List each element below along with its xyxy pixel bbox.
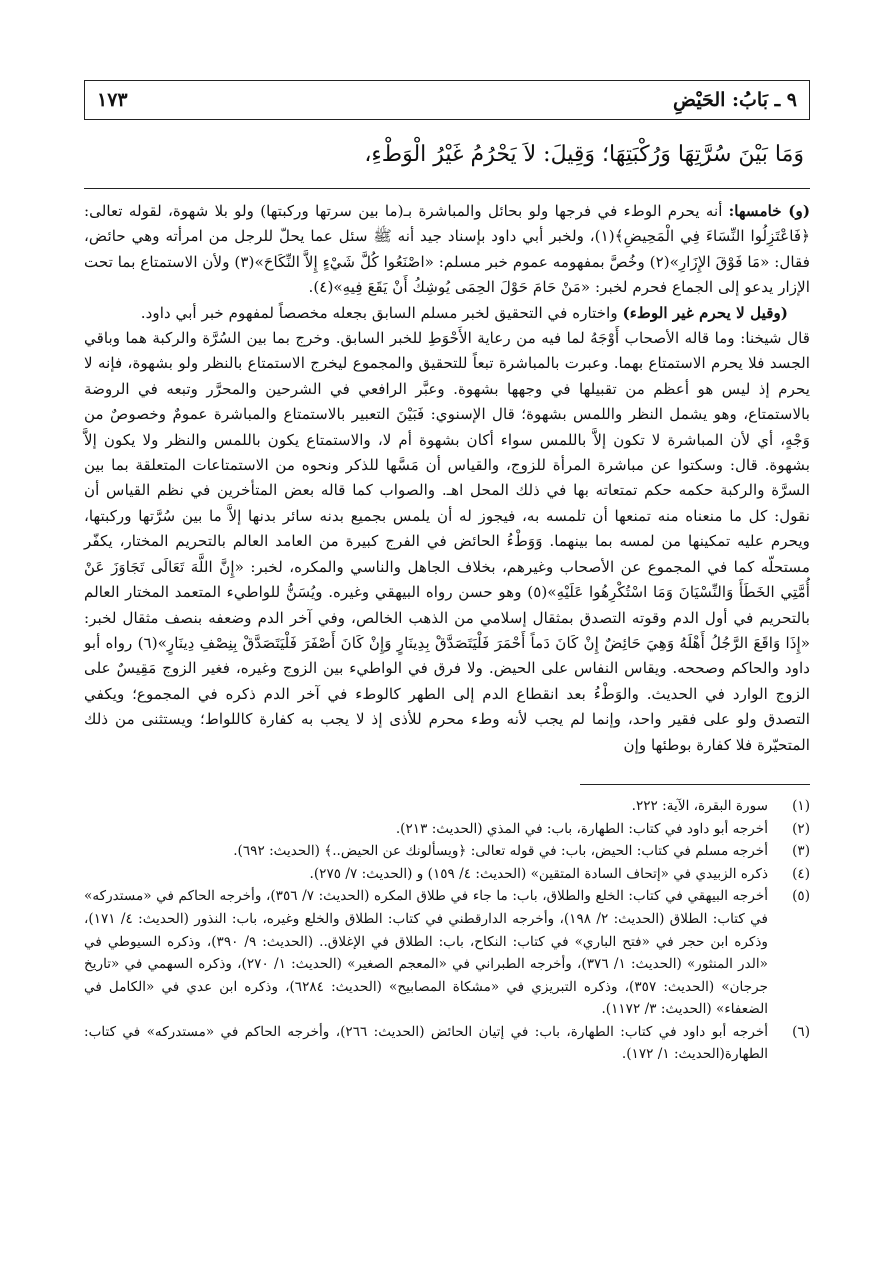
footnote-number: (٢) [792, 820, 810, 837]
chapter-title: ٩ ـ بَابُ: الحَيْضِ [673, 89, 797, 111]
footnote-1 [84, 795, 810, 818]
commentary [84, 199, 810, 758]
section-divider [84, 188, 810, 189]
footnote-4 [84, 863, 810, 886]
footnote-6 [84, 1021, 810, 1066]
footnote-text: أخرجه أبو داود في كتاب: الطهارة، باب: في إتيان الحائض (الحديث: ٢٦٦)، وأخرجه الحاكم في «مستدركه» في كتاب: الطهارة(الحديث: ١/ ١٧٢). [84, 1023, 768, 1063]
page-header [84, 80, 810, 120]
commentary-text-2: واختاره في التحقيق لخبر مسلم السابق بجعله مخصصاً لمفهوم خبر أبي داود. [140, 303, 618, 322]
footnote-text: سورة البقرة، الآية: ٢٢٢. [631, 797, 768, 814]
commentary-text-1: أنه يحرم الوطء في فرجها ولو بحائل والمباشرة بـ(ما بين سرتها وركبتها) ولو بلا شهوة، لقوله تعالى: ﴿فَاعْتَزِلُوا النِّسَاءَ فِي الْمَحِيضِ﴾(١)، ولخبر أبي داود بإسناد جيد أنه ﷺ سئل عما يحلّ للرجل من امرأته وهي حائض، فقال: «مَا فَوْقَ الإِزَارِ»(٢) وخُصَّ بمفهومه عموم خبر مسلم: «اصْنَعُوا كُلَّ شَيْءٍ إِلاَّ النِّكَاحَ»(٣) ولأن الاستمتاع بما تحت الإزار يدعو إلى الجماع فحرم لخبر: «مَنْ حَامَ حَوْلَ الحِمَى يُوشِكُ أَنْ يَقَعَ فِيهِ»(٤). [84, 202, 810, 297]
footnote-rule [580, 784, 810, 785]
footnote-text: ذكره الزبيدي في «إتحاف السادة المتقين» (الحديث: ٤/ ١٥٩) و (الحديث: ٧/ ٢٧٥). [309, 865, 768, 882]
commentary-label-1: (و) خامسها: [728, 202, 811, 220]
main-text: وَمَا بَيْنَ سُرَّتِهَا وَرُكْبَتِهَا؛ وَقِيلَ: لاَ يَحْرُمُ غَيْرُ الْوَطْءِ، [364, 142, 804, 167]
page-number: ١٧٣ [97, 89, 128, 111]
commentary-paragraph-2 [84, 301, 810, 326]
footnote-number: (١) [792, 797, 810, 814]
footnote-number: (٤) [792, 865, 810, 882]
footnote-text: أخرجه البيهقي في كتاب: الخلع والطلاق، باب: ما جاء في طلاق المكره (الحديث: ٧/ ٣٥٦)، وأخرجه الحاكم في «مستدركه» في كتاب: الطلاق (الحديث: ٢/ ١٩٨)، وأخرجه الدارقطني في كتاب: الطلاق والخلع وغيره، باب: النذور (الحديث: ٤/ ١٧١)، وذكره ابن حجر في «فتح الباري» في كتاب: النكاح، باب: الطلاق في الإغلاق.. (الحديث: ٩/ ٣٩٠)، وذكره السيوطي في «الدر المنثور» (الحديث: ١/ ٣٧٦)، وأخرجه الطبراني في «المعجم الصغير» (الحديث: ١/ ٢٧٠)، وذكره السهمي في «تاريخ جرجان» (الحديث: ٣٥٧)، وذكره التبريزي في «مشكاة المصابيح» (الحديث: ٦٢٨٤)، وذكره ابن عدي في «الكامل في الضعفاء» (الحديث: ٣/ ١١٧٢). [84, 888, 769, 1018]
footnote-number: (٣) [792, 843, 810, 860]
footnotes [84, 795, 810, 1066]
footnote-2 [84, 818, 810, 841]
commentary-paragraph-1 [84, 199, 810, 301]
book-page [84, 80, 810, 1066]
footnote-text: أخرجه أبو داود في كتاب: الطهارة، باب: في المذي (الحديث: ٢١٣). [395, 820, 768, 837]
footnote-3 [84, 840, 810, 863]
footnote-number: (٥) [792, 888, 810, 905]
commentary-paragraph-3: قال شيخنا: وما قاله الأصحاب أَوْجَهُ لما فيه من رعاية الأَحْوَطِ للخبر السابق. وخرج بما بين السُرَّة والركبة هما وباقي الجسد فلا يحرم الاستمتاع بهما. وعبرت بالمباشرة تبعاً للتحقيق والمجموع ليخرج الاستمتاع بالنظر ولو بشهوة، فإنه لا يحرم إذ ليس هو أعظم من تقبيلها في وجهها بشهوة. وعبَّر الرافعي في الشرحين والمحرَّر وتبعه في الروضة بالاستمتاع، وهو يشمل النظر واللمس بشهوة؛ قال الإسنوي: فَبَيْنَ التعبير بالاستمتاع والمباشرة عمومٌ وخصوصٌ من وَجْهٍ، أي لأن المباشرة لا تكون إلاَّ باللمس سواء أكان بشهوة أم لا، والاستمتاع يكون باللمس والنظر ولا يكون إلاَّ بشهوة. قال: وسكتوا عن مباشرة المرأة للزوج، والقياس أن مَسَّها للذكر ونحوه من الاستمتاعات المتعلقة بما بين السرَّة والركبة حكمه حكم تمتعاته بها في ذلك المحل اهـ. والصواب كما قاله بعض المتأخرين في نظم القياس أن نقول: كل ما منعناه منه تمنعها أن تلمسه به، فيجوز له أن يلمس بجميع بدنه سائر بدنها إلاَّ ما بين سُرَّتها وركبتها، ويحرم عليه تمكينها من لمسه بما بينهما. وَوَطْءُ الحائض في الفرج كبيرة من العامد العالم بالتحريم المختار، يكفّر مستحلّه كما في المجموع عن الأصحاب وغيرهم، بخلاف الجاهل والناسي والمكره، لخبر: «إِنَّ اللَّهَ تَعَالَى تَجَاوَزَ عَنْ أُمَّتِي الخَطَأَ وَالنِّسْيَانَ وَمَا اسْتُكْرِهُوا عَلَيْهِ»(٥) وهو حسن رواه البيهقي وغيره. ويُسَنُّ للواطيء المتعمد المختار العالم بالتحريم في أول الدم وقوته التصدق بمثقال إسلامي من الذهب الخالص، وفي آخر الدم وضعفه بنصف مثقال لخبر: «إِذَا وَاقَعَ الرَّجُلُ أَهْلَهُ وَهِيَ حَائِضٌ إِنْ كَانَ دَماً أَحْمَرَ فَلْيَتَصَدَّقْ بِدِينَارٍ وَإِنْ كَانَ أَصْفَرَ فَلْيَتَصَدَّقْ بِنِصْفِ دِينَارٍ»(٦) رواه أبو داود والحاكم وصححه. ويقاس النفاس على الحيض. ولا فرق في الواطيء بين الزوج وغيره، فغير الزوج مَقِيسٌ على الزوج الوارد في الحديث. والوَطْءُ بعد انقطاع الدم إلى الطهر كالوطء في آخر الدم ذكره في المجموع؛ ويكفي التصدق ولو على فقير واحد، وإنما لم يجب لأنه وطء محرم للأذى إذ لا يجب به كفارة كاللواط؛ ويستثنى من ذلك المتحيّرة فلا كفارة بوطئها وإن [84, 329, 810, 754]
footnote-text: أخرجه مسلم في كتاب: الحيض، باب: في قوله تعالى: ﴿ويسألونك عن الحيض..﴾ (الحديث: ٦٩٢). [233, 843, 768, 860]
commentary-label-2: (وقيل لا يحرم غير الوطء) [622, 303, 788, 322]
footnote-number: (٦) [792, 1023, 810, 1040]
footnote-5 [84, 885, 810, 1021]
